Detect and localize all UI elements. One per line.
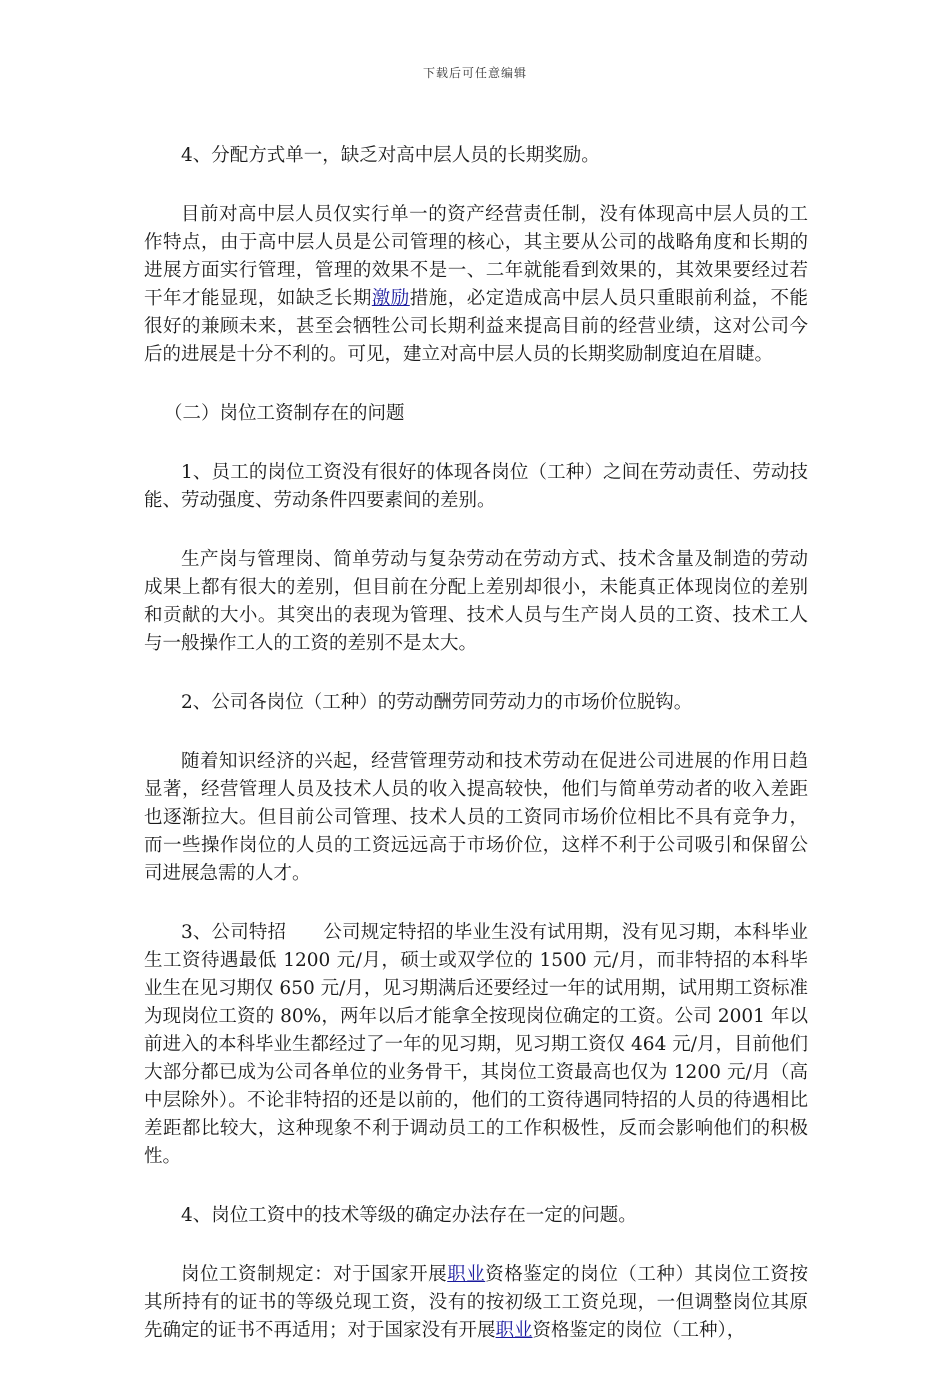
heading-distribution-method: 4、分配方式单一，缺乏对高中层人员的长期奖励。: [181, 145, 600, 166]
header-note: 下载后可任意编辑: [422, 66, 527, 80]
heading-technical-grade: 4、岗位工资中的技术等级的确定办法存在一定的问题。: [181, 1205, 637, 1226]
heading-post-wage-differences: 1、员工的岗位工资没有很好的体现各岗位（工种）之间在劳动责任、劳动技能、劳动强度、劳动条件四要素间的差别。: [144, 462, 808, 511]
link-vocation-2[interactable]: 职业: [495, 1320, 533, 1341]
paragraph-text: 资格鉴定的岗位（工种），: [532, 1320, 746, 1341]
paragraph-special-recruitment: 3、公司特招 公司规定特招的毕业生没有试用期，没有见习期，本科毕业生工资待遇最低 1200 元/月，硕士或双学位的 1500 元/月，而非特招的本科毕业生在见习期仅 650 元/月，见习期满后还要经过一年的试用期，试用期工资标准为现岗位工资的 80%，两年以后才能拿全按现岗位确定的工资。公司 2001 年以前进入的本科毕业生都经过了一年的见习期，见习期工资仅 464 元/月，目前他们大部分都已成为公司各单位的业务骨干，其岗位工资最高也仅为 1200 元/月（高中层除外）。不论非特招的还是以前的，他们的工资待遇同特招的人员的待遇相比差距都比较大，这种现象不利于调动员工的工作积极性，反而会影响他们的积极性。: [144, 922, 808, 1167]
paragraph-production-vs-management: 生产岗与管理岗、简单劳动与复杂劳动在劳动方式、技术含量及制造的劳动成果上都有很大的差别，但目前在分配上差别却很小，未能真正体现岗位的差别和贡献的大小。其突出的表现为管理、技术人员与生产岗人员的工资、技术工人与一般操作工人的工资的差别不是太大。: [144, 549, 808, 654]
paragraph-text: 资格鉴定的岗位（工种）其岗位工资按其所持有的证书的等级兑现工资，没有的按初级工工资兑现，一但调整岗位其原先确定的证书不再适用；对于国家没有开展: [144, 1264, 808, 1341]
heading-market-price-decoupling: 2、公司各岗位（工种）的劳动酬劳同劳动力的市场价位脱钩。: [181, 692, 693, 713]
link-vocation[interactable]: 职业: [447, 1264, 486, 1285]
section-heading-post-wage-problems: （二）岗位工资制存在的问题: [164, 403, 405, 424]
link-incentive[interactable]: 激励: [371, 288, 410, 309]
paragraph-text: 措施，必定造成高中层人员只重眼前利益，不能很好的兼顾未来，甚至会牺牲公司长期利益来提高目前的经营业绩，这对公司今后的进展是十分不利的。可见，建立对高中层人员的长期奖励制度迫在眉睫。: [144, 288, 808, 365]
paragraph-long-term-incentive: [144, 201, 808, 369]
paragraph-text: 目前对高中层人员仅实行单一的资产经营责任制，没有体现高中层人员的工作特点，由于高中层人员是公司管理的核心，其主要从公司的战略角度和长期的进展方面实行管理，管理的效果不是一、二年就能看到效果的，其效果要经过若干年才能显现，如缺乏长期: [144, 204, 808, 309]
paragraph-knowledge-economy: 随着知识经济的兴起，经营管理劳动和技术劳动在促进公司进展的作用日趋显著，经营管理人员及技术人员的收入提高较快，他们与简单劳动者的收入差距也逐渐拉大。但目前公司管理、技术人员的工资同市场价位相比不具有竞争力，而一些操作岗位的人员的工资远远高于市场价位，这样不利于公司吸引和保留公司进展急需的人才。: [144, 751, 808, 884]
document-body: [144, 142, 808, 1376]
paragraph-text: 岗位工资制规定：对于国家开展: [181, 1264, 448, 1285]
paragraph-post-wage-rules: [144, 1261, 808, 1345]
